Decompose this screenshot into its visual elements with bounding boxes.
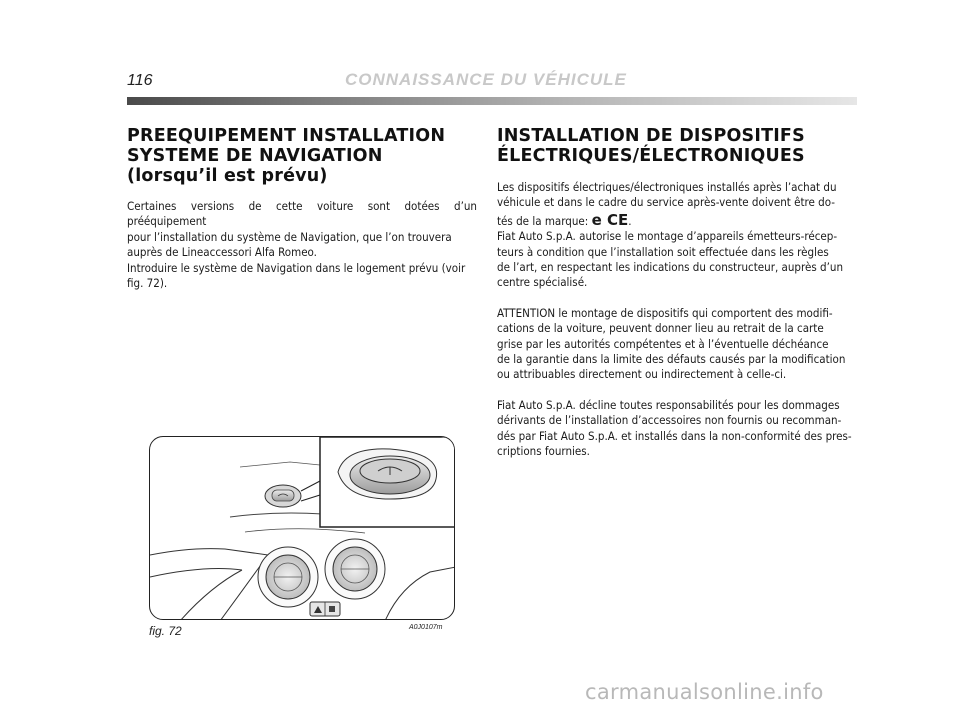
watermark: carmanualsonline.info — [585, 680, 824, 704]
header-rule — [127, 97, 857, 105]
heading-line: SYSTEME DE NAVIGATION — [127, 146, 383, 166]
page-number: 116 — [127, 72, 153, 89]
navigation-section-heading — [127, 126, 477, 186]
heading-line: (lorsqu’il est prévu) — [127, 166, 328, 186]
dashboard-drawing — [150, 437, 455, 620]
text-line: grise par les autorités compétentes et à l’éventuelle déchéance — [497, 336, 829, 351]
dashboard-illustration — [149, 436, 455, 620]
text-line: auprès de Lineaccessori Alfa Romeo. — [127, 245, 317, 260]
text-line: centre spécialisé. — [497, 275, 588, 290]
heading-line: ÉLECTRIQUES/ÉLECTRONIQUES — [497, 146, 805, 166]
text-line: fig. 72). — [127, 276, 168, 291]
text-line: Fiat Auto S.p.A. décline toutes responsabilités pour les dommages — [497, 397, 840, 412]
heading-line: INSTALLATION DE DISPOSITIFS — [497, 126, 805, 146]
left-column — [127, 126, 477, 291]
air-vent-right — [325, 539, 385, 599]
text-line: teurs à condition que l’installation soit effectuée dans les règles — [497, 244, 829, 259]
navigation-button-zoom — [338, 449, 437, 499]
ce-mark: e CE — [591, 210, 629, 229]
text-line: dérivants de l’installation d’accessoires non fournis ou recomman- — [497, 413, 842, 428]
text-line: de la garantie dans la limite des défauts causés par la modification — [497, 352, 846, 367]
running-head: CONNAISSANCE DU VÉHICULE — [345, 70, 627, 89]
text-line — [497, 211, 857, 229]
navigation-paragraph — [127, 199, 477, 291]
text-line: dés par Fiat Auto S.p.A. et installés dans la non-conformité des pres- — [497, 428, 852, 443]
navigation-button-small — [265, 485, 301, 507]
text-line: cations de la voiture, peuvent donner lieu au retrait de la carte — [497, 321, 824, 336]
switch-panel — [310, 602, 340, 616]
text-line: criptions fournies. — [497, 444, 590, 459]
text-fragment: . — [628, 213, 632, 228]
text-line: ou attribuables directement ou indirectement à celle-ci. — [497, 367, 787, 382]
text-line: Certaines versions de cette voiture sont dotées d’un prééquipement — [127, 199, 477, 229]
heading-line: PREEQUIPEMENT INSTALLATION — [127, 126, 446, 146]
text-line: pour l’installation du système de Navigation, que l’on trouvera — [127, 229, 452, 244]
text-fragment: tés de la marque: — [497, 213, 589, 228]
electrical-devices-heading — [497, 126, 857, 166]
air-vent-left — [258, 547, 318, 607]
text-line: Les dispositifs électriques/électroniques installés après l’achat du — [497, 180, 837, 194]
text-line: véhicule et dans le cadre du service après-vente doivent être do- — [497, 195, 836, 210]
right-column — [497, 126, 857, 460]
text-line: de l’art, en respectant les indications du constructeur, auprès d’un — [497, 260, 844, 275]
text-line: Introduire le système de Navigation dans le logement prévu (voir — [127, 260, 466, 275]
text-line: ATTENTION le montage de dispositifs qui comportent des modifi- — [497, 305, 833, 320]
electrical-devices-text — [497, 180, 857, 460]
figure-code: A0J0107m — [409, 624, 443, 631]
figure-caption: fig. 72 — [149, 624, 182, 638]
text-line: Fiat Auto S.p.A. autorise le montage d’appareils émetteurs-récep- — [497, 229, 838, 244]
